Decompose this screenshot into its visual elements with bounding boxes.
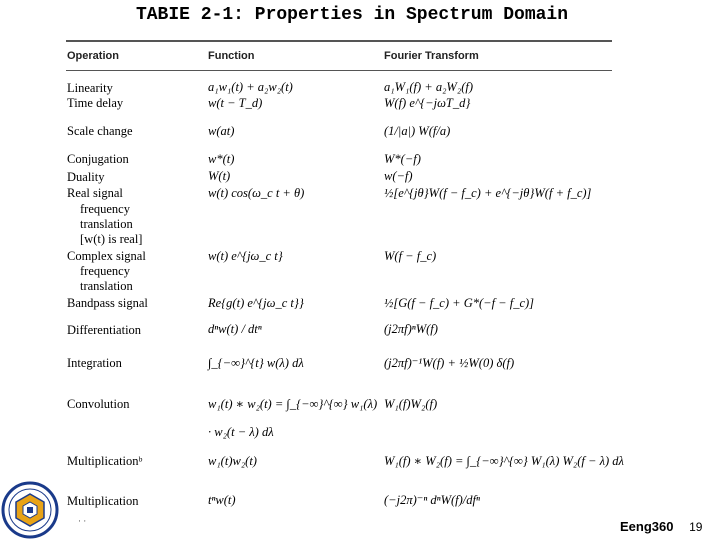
ft-complex-signal: W(f − f_c) (384, 249, 437, 263)
fn-duality: W(t) (208, 169, 231, 183)
op-duality: Duality (67, 170, 105, 184)
table-header-rule (66, 70, 612, 71)
fn-conjugation: w*(t) (208, 152, 235, 166)
header-operation: Operation (67, 50, 119, 62)
university-seal-icon (0, 480, 60, 540)
fn-time-delay: w(t − T_d) (208, 96, 263, 110)
ft-multiplication: (−j2π)⁻ⁿ dⁿW(f)/dfⁿ (384, 493, 480, 507)
fn-scale-change: w(at) (208, 124, 235, 138)
ft-linearity: a₁W₁(f) + a₂W₂(f) (384, 80, 473, 94)
ft-duality: w(−f) (384, 169, 413, 183)
table-top-rule (66, 40, 612, 42)
op-multiplication-b: Multiplicationᵇ (67, 454, 143, 468)
course-code: Eeng360 (620, 519, 674, 534)
op-convolution: Convolution (67, 397, 130, 411)
ft-real-signal: ½[e^{jθ}W(f − f_c) + e^{−jθ}W(f + f_c)] (384, 186, 592, 200)
ft-bandpass-signal: ½[G(f − f_c) + G*(−f − f_c)] (384, 296, 535, 310)
header-transform: Fourier Transform (384, 50, 479, 62)
fn-differentiation: dⁿw(t) / dtⁿ (208, 322, 262, 336)
fn-linearity: a₁w₁(t) + a₂w₂(t) (208, 80, 293, 94)
header-function: Function (208, 50, 255, 62)
op-real-signal: Real signal (67, 186, 123, 200)
ft-multiplication-b: W₁(f) ∗ W₂(f) = ∫_{−∞}^{∞} W₁(λ) W₂(f − λ) dλ (384, 454, 624, 468)
op-complex-signal: Complex signal (67, 249, 146, 263)
op-time-delay: Time delay (67, 96, 124, 110)
ft-integration: (j2πf)⁻¹W(f) + ½W(0) δ(f) (384, 356, 515, 370)
op-conjugation: Conjugation (67, 152, 129, 166)
op-integration: Integration (67, 356, 122, 370)
fn-bandpass-signal: Re{g(t) e^{jω_c t}} (208, 296, 304, 310)
ft-differentiation: (j2πf)ⁿW(f) (384, 322, 438, 336)
fn-multiplication: tⁿw(t) (208, 493, 236, 507)
ft-time-delay: W(f) e^{−jωT_d} (384, 96, 471, 110)
fn-complex-signal: w(t) e^{jω_c t} (208, 249, 283, 263)
op-real-frequency: frequency (80, 202, 130, 216)
op-differentiation: Differentiation (67, 323, 142, 337)
op-real-condition: [w(t) is real] (80, 232, 143, 246)
fn-convolution-cont: · w₂(t − λ) dλ (208, 425, 274, 439)
op-linearity: Linearity (67, 81, 113, 95)
fn-multiplication-b: w₁(t)w₂(t) (208, 454, 257, 468)
op-real-translation: translation (80, 217, 133, 231)
op-complex-translation: translation (80, 279, 133, 293)
slide-footer (620, 519, 702, 534)
op-multiplication: Multiplication (67, 494, 139, 508)
decorative-dots: · · (78, 516, 87, 526)
op-complex-frequency: frequency (80, 264, 130, 278)
op-bandpass-signal: Bandpass signal (67, 296, 148, 310)
op-scale-change: Scale change (67, 124, 133, 138)
fn-convolution: w₁(t) ∗ w₂(t) = ∫_{−∞}^{∞} w₁(λ) (208, 397, 378, 411)
fn-real-signal: w(t) cos(ω_c t + θ) (208, 186, 305, 200)
page-number: 19 (689, 520, 703, 534)
ft-conjugation: W*(−f) (384, 152, 421, 166)
fn-integration: ∫_{−∞}^{t} w(λ) dλ (208, 356, 304, 370)
slide-title: TABIE 2-1: Properties in Spectrum Domain (135, 5, 569, 25)
ft-scale-change: (1/|a|) W(f/a) (384, 124, 451, 138)
ft-convolution: W₁(f)W₂(f) (384, 397, 438, 411)
